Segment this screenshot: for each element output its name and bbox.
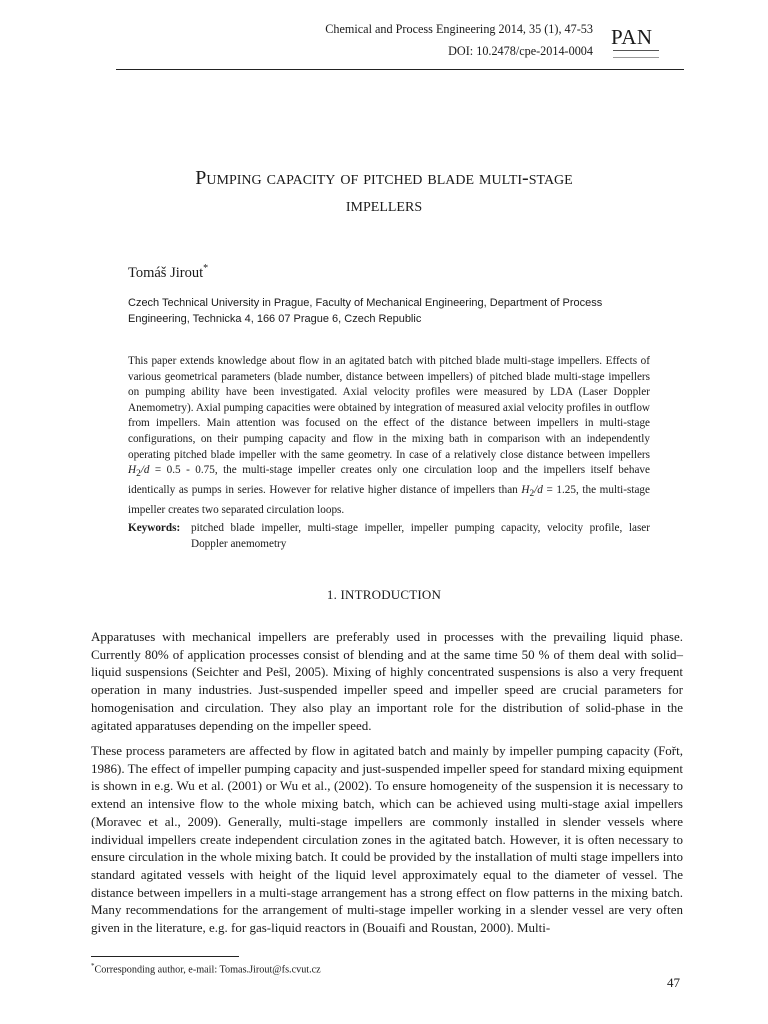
abstract-sub-1: 2 (136, 469, 141, 480)
author-name-text: Tomáš Jirout (128, 264, 204, 281)
keywords-text: pitched blade impeller, multi-stage impeller, impeller pumping capacity, velocity profile, laser Doppler anemometry (191, 522, 650, 550)
abstract-var-1b: /d (140, 464, 150, 477)
abstract-part-3: = 1.25, the multi-stage impeller creates two separated circulation loops. (128, 483, 650, 516)
body-paragraph-2: These process parameters are affected by flow in agitated batch and mainly by impeller pumping capacity (Fořt, 1986). The effect of impeller pumping capacity and just-suspended impeller speed for standard mixing equipment is shown in e.g. Wu et al. (2001) or Wu et al., (2002). To ensure homogeneity of the suspension it is necessary to extend an intensive flow to the whole mixing batch, which can be achieved using multi-stage axial impellers (Moravec et al., 2009). Generally, multi-stage impellers are commonly installed in slender vessels where individual impellers create independent circulation zones in the agitated batch. However, it is often necessary to ensure circulation in the whole mixing batch. It could be provided by the installation of multi stage impellers into standard agitated vessels with height of the liquid level approximately equal to the diameter of vessel. The distance between impellers in a multi-stage arrangement has a strong effect on flow patterns in the mixing batch. Many recommendations for the arrangement of multi-stage impeller working in a slender vessel are very often given in the literature, e.g. for gas-liquid reactors in (Bouaifi and Roustan, 2000). Multi- (91, 743, 683, 936)
journal-citation: Chemical and Process Engineering 2014, 35 (1), 47-53 (325, 22, 593, 36)
author-marker: * (203, 263, 209, 274)
header-rule (116, 69, 684, 70)
logo-text: PAN (611, 25, 653, 49)
footnote-rule (91, 956, 239, 957)
body-paragraph-1: Apparatuses with mechanical impellers are preferably used in processes with the prevailing liquid phase. Currently 80% of application processes consist of blending and at the same time 50 % of them deal with solid–liquid suspensions (Seichter and Pešl, 2005). Mixing of highly concentrated suspensions is also a very frequent operation in many industries. Just-suspended impeller speed and impeller speed are crucial parameters for homogenisation and circulation. They also play an important role for the distribution of solid-phase in the agitated apparatuses depending on the impeller speed. (91, 629, 683, 733)
pan-logo (605, 22, 665, 62)
paper-title (96, 165, 672, 219)
title-line-1: Pumping capacity of pitched blade multi-stage (195, 167, 573, 189)
footnote-marker: * (91, 962, 95, 970)
abstract-part-2: = 0.5 - 0.75, the multi-stage impeller creates only one circulation loop and the impellers itself behave identically as pumps in series. However for relative higher distance of impellers than (128, 464, 650, 496)
page-number: 47 (667, 975, 680, 990)
footnote-text: Corresponding author, e-mail: Tomas.Jirout@fs.cvut.cz (94, 964, 321, 976)
abstract-part-1: This paper extends knowledge about flow in an agitated batch with pitched blade multi-stage impellers. Effects of various geometrical parameters (blade number, distance between impellers) of pitched blade multi-stage impellers on pumping ability have been investigated. Axial velocity profiles were measured by LDA (Laser Doppler Anemometry). Axial pumping capacities were obtained by integration of measured axial velocity profiles in outflow from impellers. Main attention was focused on the effect of the distance between impellers in multi-stage configurations, on their pumping capacity and flow in the mixing bath in comparison with an independently operating pitched blade impeller with the same geometry. In case of a relatively close distance between impellers (128, 355, 650, 461)
abstract (128, 354, 650, 518)
keywords-block (128, 521, 650, 552)
abstract-var-2: H (521, 483, 530, 496)
footnote (91, 962, 321, 975)
abstract-sub-2: 2 (529, 489, 535, 500)
title-line-2: impellers (345, 194, 423, 216)
abstract-var-2b: /d (534, 483, 543, 496)
section-heading: 1. INTRODUCTION (326, 587, 442, 602)
keywords-label: Keywords: (128, 522, 181, 534)
doi-text: DOI: 10.2478/cpe-2014-0004 (448, 44, 593, 58)
author-name (128, 263, 208, 282)
affiliation: Czech Technical University in Prague, Faculty of Mechanical Engineering, Department of Process Engineering, Technicka 4, 166 07 Prague 6, Czech Republic (128, 297, 603, 325)
abstract-var-1: H (128, 464, 137, 477)
logo-decoration (613, 50, 659, 58)
